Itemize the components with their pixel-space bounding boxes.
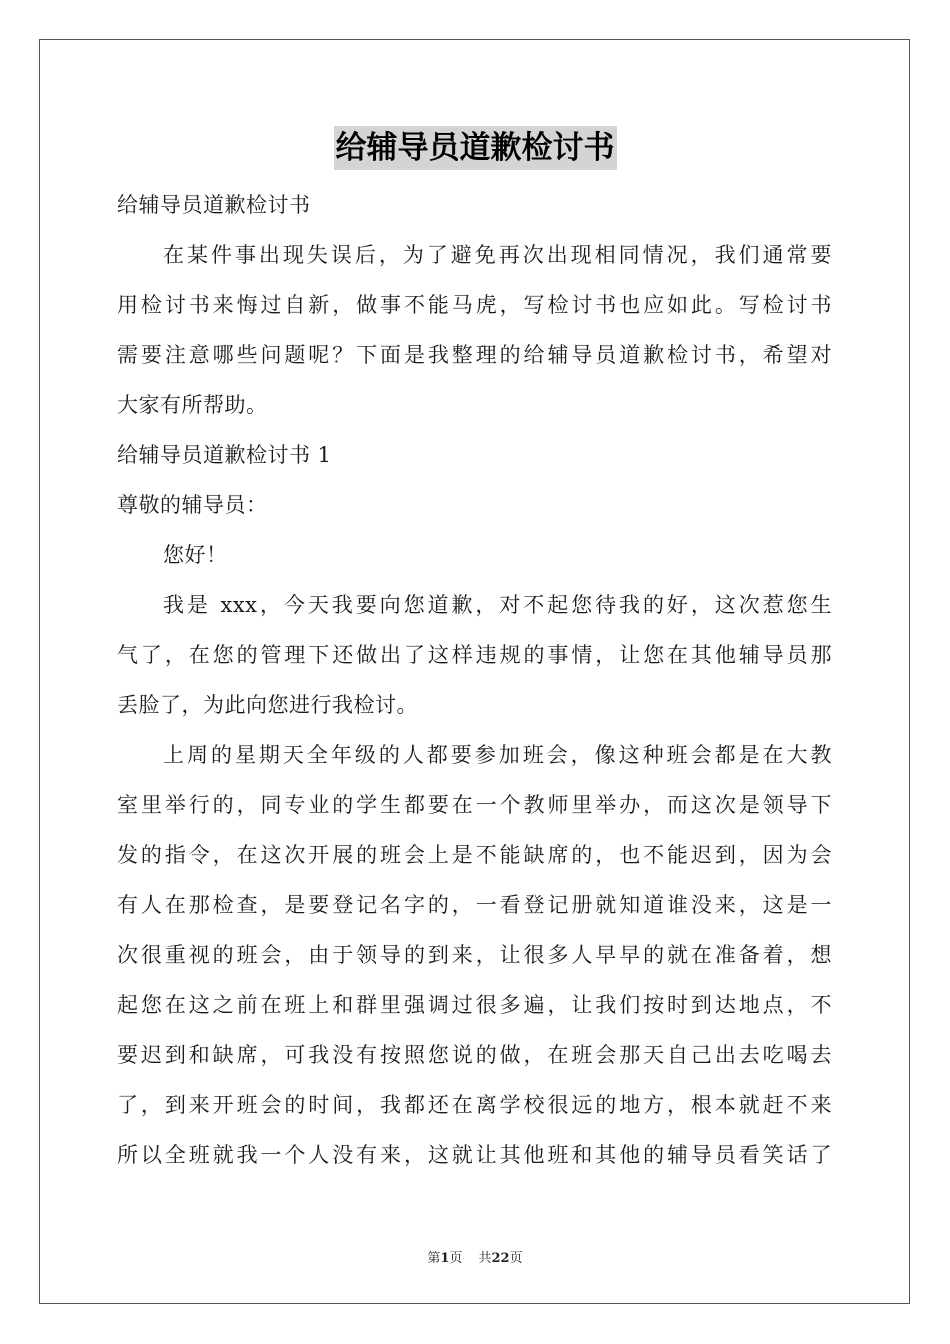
- total-suffix: 页: [509, 1251, 523, 1266]
- paragraph-line: 需要注意哪些问题呢？下面是我整理的给辅导员道歉检讨书，希望对: [117, 343, 832, 367]
- paragraph-line: 起您在这之前在班上和群里强调过很多遍，让我们按时到达地点，不: [117, 993, 832, 1017]
- page-suffix: 页: [449, 1251, 463, 1266]
- paragraph-line: 次很重视的班会，由于领导的到来，让很多人早早的就在准备着，想: [117, 943, 832, 967]
- paragraph-line: 上周的星期天全年级的人都要参加班会，像这种班会都是在大教: [163, 743, 832, 767]
- document-title: 给辅导员道歉检讨书: [334, 126, 617, 170]
- page-prefix: 第: [427, 1251, 441, 1266]
- document-subtitle: 给辅导员道歉检讨书: [117, 193, 311, 217]
- total-prefix: 共: [478, 1251, 492, 1266]
- paragraph-line: 我是 xxx，今天我要向您道歉，对不起您待我的好，这次惹您生: [163, 593, 832, 617]
- paragraph-line: 大家有所帮助。: [117, 393, 268, 417]
- page-number: 1: [440, 1251, 450, 1266]
- document-body: [117, 180, 832, 1180]
- greeting: 您好！: [163, 543, 228, 567]
- paragraph-line: 有人在那检查，是要登记名字的，一看登记册就知道谁没来，这是一: [117, 893, 832, 917]
- paragraph-line: 室里举行的，同专业的学生都要在一个教师里举办，而这次是领导下: [117, 793, 832, 817]
- total-pages: 22: [491, 1251, 510, 1266]
- paragraph-line: 所以全班就我一个人没有来，这就让其他班和其他的辅导员看笑话了: [117, 1143, 832, 1167]
- paragraph-line: 了，到来开班会的时间，我都还在离学校很远的地方，根本就赶不来: [117, 1093, 832, 1117]
- paragraph-line: 用检讨书来悔过自新，做事不能马虎，写检讨书也应如此。写检讨书: [117, 293, 832, 317]
- apology-paragraph: [117, 580, 832, 730]
- story-paragraph: [117, 730, 832, 1180]
- paragraph-line: 在某件事出现失误后，为了避免再次出现相同情况，我们通常要: [163, 243, 832, 267]
- intro-paragraph: [117, 230, 832, 430]
- title-area: [0, 126, 950, 170]
- section-heading: 给辅导员道歉检讨书 1: [117, 443, 332, 467]
- paragraph-line: 气了，在您的管理下还做出了这样违规的事情，让您在其他辅导员那: [117, 643, 832, 667]
- paragraph-line: 发的指令，在这次开展的班会上是不能缺席的，也不能迟到，因为会: [117, 843, 832, 867]
- salutation: 尊敬的辅导员：: [117, 493, 268, 517]
- page-footer: [0, 1247, 950, 1266]
- paragraph-line: 丢脸了，为此向您进行我检讨。: [117, 693, 418, 717]
- paragraph-line: 要迟到和缺席，可我没有按照您说的做，在班会那天自己出去吃喝去: [117, 1043, 832, 1067]
